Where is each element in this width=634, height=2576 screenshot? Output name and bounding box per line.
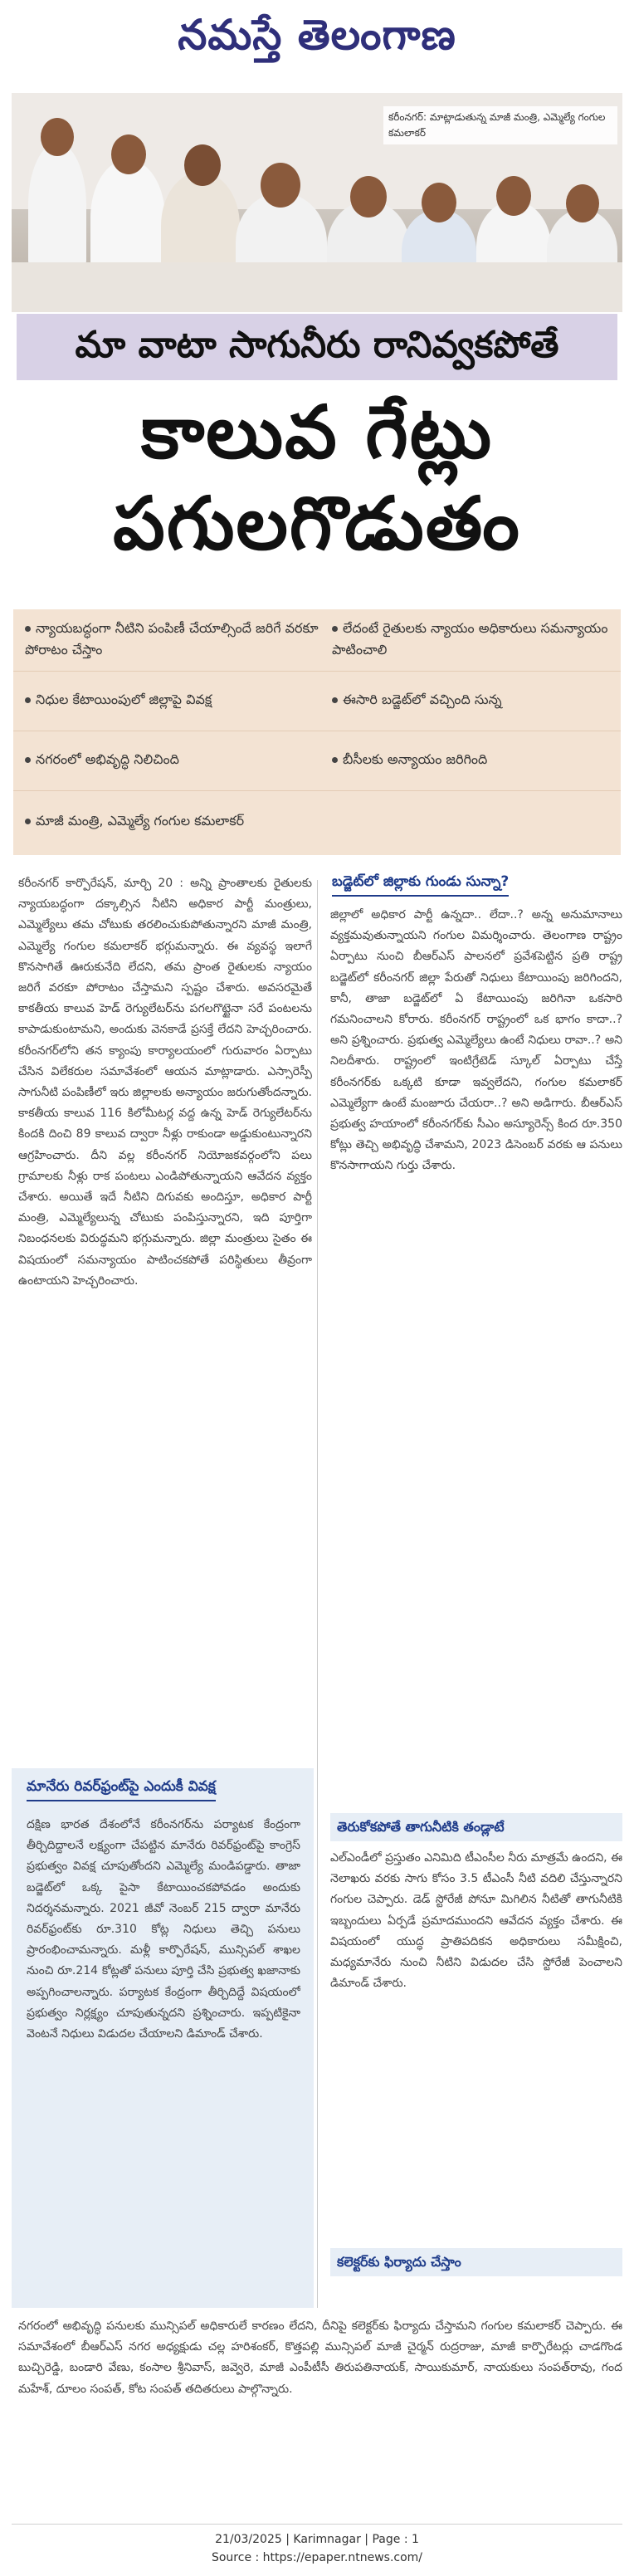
highlight-row <box>13 731 621 791</box>
footer-source: Source : https://epaper.ntnews.com/ <box>211 2551 423 2564</box>
photo-person-head <box>422 183 456 222</box>
article-bottom-text: నగరంలో అభివృద్ధి పనులకు మున్సిపల్ అధికారులే కారణం లేదని, దీనిపై కలెక్టర్‌కు ఫిర్యాదు చేస్తామని గంగుల కమలాకర్ చెప్పారు. ఈ సమావేశంలో బీఆర్‌ఎస్ నగర అధ్యక్షుడు చల్ల హరిశంకర్, కొత్తపల్లి మున్సిపల్ మాజీ చైర్మన్ రుద్రరాజు, మాజీ కార్పొరేటర్లు చాడగొండ బుచ్చిరెడ్డి, బండారి వేణు, కంసాల శ్రీనివాస్, జవ్వెరె, మాజీ ఎంపీటీసీ తిరుపతినాయక్, సాయికుమార్, నాయకులు సంపత్‌రావు, గంద మహేశ్, దూలం సంపత్, కోట సంపత్ తదితరులు పాల్గొన్నారు. <box>18 2319 622 2396</box>
photo-person-head <box>111 134 146 174</box>
photo-person-head <box>496 176 531 216</box>
subheading-collector: కలెక్టర్‌కు ఫిర్యాదు చేస్తాం <box>330 2248 622 2276</box>
article-right-column: జిల్లాలో అధికార పార్టీ ఉన్నదా.. లేదా..? అన్న అనుమానాలు వ్యక్తమవుతున్నాయని గంగుల విమర్శించారు. తెలంగాణ రాష్ట్రం ఏర్పాటు నుంచి బీఆర్‌ఎస్ పాలనలో ప్రవేశపెట్టిన ప్రతి రాష్ట్ర బడ్జెట్‌లో కరీంనగర్ జిల్లా పేరుతో నిధులు కేటాయింపు జరిగిందని, కానీ, తాజా బడ్జెట్‌లో ఏ కేటాయింపు జరిగినా ఒకసారి గమనించాలని కోరారు. కరీంనగర్ రాష్ట్రంలో ఒక భాగం కాదా..? అని ప్రశ్నించారు. ప్రభుత్వ ఎమ్మెల్యేలు ఉంటే నిధులు రావా..? అని నిలదీశారు. రాష్ట్రంలో ఇంటిగ్రేటెడ్ స్కూల్ ఏర్పాటు చేస్తే కరీంనగర్‌కు ఒక్కటి కూడా ఇవ్వలేదని, గంగుల కమలాకర్ ఎమ్మెల్యేగా ఉంటే మంజూరు చేయరా..? అని అడిగారు. బీఆర్‌ఎస్ ప్రభుత్వ హయాంలో కరీంనగర్‌కు సీఎం అస్యూరెన్స్ కింద రూ.350 కోట్లు తెచ్చి అభివృద్ధి చేశామని, 2023 డిసెంబర్ వరకు ఆ పనులు కొనసాగాయని గుర్తు చేశారు. <box>330 908 622 1173</box>
photo-table <box>12 262 622 312</box>
headline-main-line-2: పగులగొడుతం <box>113 481 521 566</box>
headline-main-line-1: కాలువ గేట్లు <box>140 389 494 475</box>
column-divider <box>317 880 318 2308</box>
highlight-item: నిధుల కేటాయింపులో జిల్లాపై వివక్ష <box>25 689 324 711</box>
bullet-icon <box>332 757 338 763</box>
masthead <box>0 0 634 75</box>
photo-person-head <box>41 118 74 156</box>
masthead-title: నమస్తే తెలంగాణ <box>178 10 456 59</box>
headline-top-text: మా వాటా సాగునీరు రానివ్వకపోతే <box>75 324 559 366</box>
subheading-budget: బడ్జెట్‌లో జిల్లాకు గుండు సున్నా? <box>332 873 509 893</box>
highlight-item: న్యాయబద్ధంగా నీటిని పంపిణీ చేయాల్సిందే జరిగే వరకూ పోరాటం చేస్తాం <box>25 620 319 657</box>
bullet-icon <box>25 757 31 763</box>
footer-date-page: 21/03/2025 | Karimnagar | Page : 1 <box>215 2533 419 2546</box>
article-right-water-text: ఎల్‌ఎండీలో ప్రస్తుతం ఎనిమిది టీఎంసీల నీరు మాత్రమే ఉందని, ఈ నెలాఖరు వరకు సాగు కోసం 3.5 టీఎంసీ నీటి వదిలి చేస్తున్నారని గంగుల చెప్పారు. డెడ్ స్టోరేజీ పోనూ మిగిలిన నీటితో తాగునీటికి ఇబ్బందులు ఏర్పడే ప్రమాదముందని ఆవేదన వ్యక్తం చేశారు. ఈ విషయంలో యుద్ధ ప్రాతిపదికన అధికారులు సమీక్షించి, మధ్యమానేరు నుంచి నీటిని విడుదల చేసి స్టోరేజీ పెంచాలని డిమాండ్ చేశారు. <box>330 1851 622 1991</box>
bullet-icon <box>25 626 31 632</box>
highlight-item: నగరంలో అభివృద్ధి నిలిచింది <box>25 749 324 770</box>
highlight-item: బీసీలకు అన్యాయం జరిగింది <box>332 749 614 770</box>
headline-main <box>17 387 617 569</box>
bullet-icon <box>25 819 31 824</box>
highlight-item: ఈసారి బడ్జెట్‌లో వచ్చింది సున్న <box>332 689 614 711</box>
photo-person-head <box>566 184 599 222</box>
highlight-row <box>13 671 621 731</box>
article-left-column: కరీంనగర్ కార్పొరేషన్, మార్చి 20 : అన్ని ప్రాంతాలకు రైతులకు న్యాయబద్ధంగా దక్కాల్సిన నీటిని అధికార పార్టీ మంత్రులు, ఎమ్మెల్యేలు తమ చోటుకు తరలించుకుపోతున్నారని మాజీ మంత్రి, ఎమ్మెల్యే గంగుల కమలాకర్ భగ్గుమన్నారు. ఈ వ్యవస్థ ఇలాగే కొనసాగితే ఊరుకునేది లేదని, తమ ప్రాంత రైతులకు న్యాయం జరిగే వరకూ పోరాటం చేస్తామని స్పష్టం చేశారు. అవసరమైతే కాకతీయ కాలువ హెడ్ రెగ్యులేటర్‌ను పగలగొట్టైనా సరే పంటలను కాపాడుకుంటామని, అందుకు వెనకాడే ప్రసక్తే లేదని హెచ్చరించారు. కరీంనగర్‌లోని తన క్యాంపు కార్యాలయంలో గురువారం ఏర్పాటు చేసిన విలేకరుల సమావేశంలో ఆయన మాట్లాడారు. ఎస్సారెస్పీ సాగునీటి పంపిణీలో ఇరు జిల్లాలకు అన్యాయం జరుగుతోందన్నారు. కాకతీయ కాలువ 116 కిలోమీటర్ల వద్ద ఉన్న హెడ్ రెగ్యులేటర్‌ను కిందకి దించి 89 కాలువ ద్వారా నీళ్లు రాకుండా అడ్డుకుంటున్నారని ఆగ్రహించారు. దీని వల్ల కరీంనగర్ నియోజకవర్గంలోని పలు గ్రామాలకు నీళ్లు రాక పంటలు ఎండిపోతున్నాయని ఆవేదన వ్యక్తం చేశారు. అయితే ఇదే నీటిని దిగువకు అందిస్తూ, అధికార పార్టీ మంత్రి, ఎమ్మెల్యేలున్న చోటుకు పంపిస్తున్నారని, ఇది పూర్తిగా నిబంధనలకు విరుద్ధమని భగ్గుమన్నారు. జిల్లా మంత్రులు సైతం ఈ విషయంలో సమన్యాయం పాటించకపోతే పరిస్థితులు తీవ్రంగా ఉంటాయని హెచ్చరించారు. <box>18 877 312 1288</box>
bullet-icon <box>332 697 338 703</box>
highlight-item: లేదంటే రైతులకు న్యాయం అధికారులు సమన్యాయం పాటించాలి <box>332 620 608 657</box>
highlight-row <box>13 790 621 855</box>
photo-person-head <box>261 163 300 208</box>
subheading-underline <box>332 895 509 897</box>
bullet-icon <box>332 626 338 632</box>
highlights-box <box>13 609 621 855</box>
highlight-item: మాజీ మంత్రి, ఎమ్మెల్యే గంగుల కమలాకర్ <box>25 810 440 832</box>
highlight-row <box>13 609 621 672</box>
sidebar-title-underline <box>27 1800 216 1801</box>
sidebar-box-riverfront <box>12 1768 314 2308</box>
bullet-icon <box>25 697 31 703</box>
sidebar-box-title: మానేరు రివర్‌ఫ్రంట్‌పై ఎందుకీ వివక్ష <box>27 1778 216 1798</box>
photo-person <box>90 159 165 276</box>
subheading-water: తెరుకోకపోతే తాగునీటికి తండ్లాటే <box>330 1813 622 1841</box>
footer <box>0 2530 634 2567</box>
footer-separator <box>12 2524 622 2525</box>
sidebar-box-text: దక్షిణ భారత దేశంలోనే కరీంనగర్‌ను పర్యాటక కేంద్రంగా తీర్చిదిద్దాలనే లక్ష్యంగా చేపట్టిన మానేరు రివర్‌ఫ్రంట్‌పై కాంగ్రెస్ ప్రభుత్వం వివక్ష చూపుతోందని ఎమ్మెల్యే మండిపడ్డారు. తాజా బడ్జెట్‌లో ఒక్క పైసా కేటాయించకపోవడం అందుకు నిదర్శనమన్నారు. 2021 జీవో నెంబర్ 215 ద్వారా మానేరు రివర్‌ఫ్రంట్‌కు రూ.310 కోట్ల నిధులు తెచ్చి పనులు ప్రారంభించామన్నారు. మళ్లీ కార్పొరేషన్, మున్సిపల్ శాఖల నుంచి రూ.214 కోట్లతో పనులు పూర్తి చేసి ప్రభుత్వ ఖజానాకు అప్పగించాలన్నారు. పర్యాటక కేంద్రంగా తీర్చిదిద్దే విషయంలో ప్రభుత్వం నిర్లక్ష్యం చూపుతున్నదని ప్రశ్నించారు. ఇప్పటికైనా వెంటనే నిధులు విడుదల చేయాలని డిమాండ్ చేశారు. <box>27 1818 300 2041</box>
headline-top <box>17 314 617 380</box>
photo-person <box>28 143 86 267</box>
photo-caption: కరీంనగర్: మాట్లాడుతున్న మాజీ మంత్రి, ఎమ్మెల్యే గంగుల కమలాకర్ <box>383 106 617 144</box>
photo-person-head <box>350 176 387 218</box>
photo-person-head <box>184 144 221 186</box>
